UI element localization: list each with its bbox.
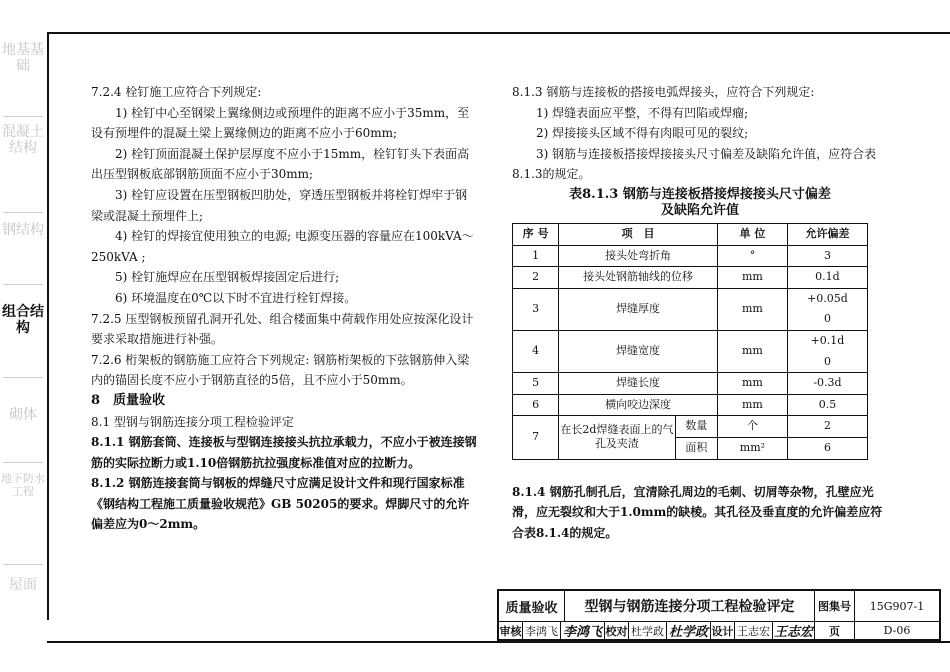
table-cell: 焊缝厚度 (559, 288, 718, 330)
table-cell: mm (717, 288, 787, 330)
clause-7-2-6: 7.2.6 桁架板的钢筋施工应符合下列规定: 钢筋桁架板的下弦钢筋伸入梁内的锚固长度不应小于钢筋直径的5倍，且不应小于50mm。 (91, 352, 470, 388)
table-cell: mm (717, 330, 787, 372)
clause-item: 3) 钢筋与连接板搭接焊接接头尺寸偏差及缺陷允许值，应符合表8.1.3的规定。 (512, 146, 877, 182)
clause-item: 4) 栓钉的焊接宜使用独立的电源; 电源变压器的容量应在100kVA～250kVA ; (91, 229, 474, 264)
atlas-label: 图集号 (815, 591, 855, 621)
table-cell: 数量 (675, 416, 717, 438)
table-cell: 3 (513, 288, 559, 330)
chapter-heading: 8 质量验收 (91, 392, 166, 408)
sidebar-item-waterproofing[interactable]: 地下防水工程 (1, 472, 45, 498)
table-row (513, 373, 868, 395)
table-row (513, 394, 868, 416)
clause-7-2-5: 7.2.5 压型钢板预留孔洞开孔处、组合楼面集中荷载作用处应按深化设计要求采取措施进行补强。 (91, 311, 474, 347)
table-cell: 3 (787, 245, 867, 267)
sidebar-divider (3, 212, 43, 213)
right-column (512, 82, 888, 543)
frame-border-bottom (47, 641, 950, 643)
table-row (513, 245, 868, 267)
table-cell: +0.1d (787, 330, 867, 351)
table-caption (512, 187, 888, 219)
sidebar-item-steel[interactable]: 钢结构 (2, 222, 44, 238)
sidebar-item-concrete[interactable]: 混凝土结构 (2, 124, 44, 156)
tolerance-table (512, 223, 868, 460)
drawing-title: 型钢与钢筋连接分项工程检验评定 (565, 591, 815, 621)
sidebar-item-masonry[interactable]: 砌体 (9, 407, 37, 423)
clause-8-1-2: 8.1.2 钢筋连接套筒与钢板的焊缝尺寸应满足设计文件和现行国家标准《钢结构工程施工质量验收规范》GB 50205的要求。焊脚尺寸的允许偏差应为0～2mm。 (91, 476, 470, 532)
title-block (497, 589, 941, 641)
table-cell: 焊缝宽度 (559, 330, 718, 372)
sidebar (0, 32, 46, 612)
table-cell: 面积 (675, 437, 717, 459)
header-cell: 单 位 (717, 223, 787, 245)
table-cell: 0.1d (787, 267, 867, 289)
table-cell: mm (717, 267, 787, 289)
table-cell: mm (717, 394, 787, 416)
designer-name: 王志宏 (735, 621, 773, 640)
table-cell: +0.05d (787, 288, 867, 309)
clause-item: 2) 焊接接头区域不得有肉眼可见的裂纹; (536, 126, 749, 141)
page-number: D-06 (883, 624, 911, 637)
header-cell: 允许偏差 (787, 223, 867, 245)
table-header-row (513, 223, 868, 245)
clause-item: 6) 环境温度在0℃以下时不宜进行栓钉焊接。 (115, 290, 357, 305)
clause-item: 5) 栓钉施焊应在压型钢板焊接固定后进行; (115, 270, 340, 285)
sidebar-item-roof[interactable]: 屋面 (9, 577, 37, 593)
table-cell: mm² (717, 437, 787, 459)
table-cell: 6 (513, 394, 559, 416)
clause-item: 2) 栓钉顶面混凝土保护层厚度不应小于15mm，栓钉钉头下表面高出压型钢板底部钢筋顶面不应小于30mm; (91, 146, 470, 182)
clause-7-2-4: 7.2.4 栓钉施工应符合下列规定: (91, 85, 262, 99)
atlas-number: 15G907-1 (869, 599, 925, 613)
header-cell: 序 号 (513, 223, 559, 245)
section-heading: 8.1 型钢与钢筋连接分项工程检验评定 (91, 414, 294, 429)
table-row (513, 416, 868, 438)
sidebar-item-foundation[interactable]: 地基基础 (2, 42, 44, 74)
table-cell: 5 (513, 373, 559, 395)
page-label: 页 (815, 621, 855, 640)
table-cell: 0 (787, 309, 867, 330)
table-cell: 0 (787, 352, 867, 373)
clause-item: 1) 栓钉中心至钢梁上翼缘侧边或预埋件的距离不应小于35mm，至设有预埋件的混凝土梁上翼缘侧边的距离不应小于60mm; (91, 105, 470, 141)
check-label: 校对 (605, 621, 629, 640)
table-cell: 2 (513, 267, 559, 289)
table-cell: 接头处弯折角 (559, 245, 718, 267)
sidebar-item-composite[interactable]: 组合结构 (2, 304, 44, 336)
table-cell: 1 (513, 245, 559, 267)
title-block-row-signatures (499, 621, 939, 640)
table-title-line: 及缺陷允许值 (660, 202, 739, 218)
table-cell: 接头处钢筋轴线的位移 (559, 267, 718, 289)
sidebar-divider (3, 377, 43, 378)
clause-8-1-3: 8.1.3 钢筋与连接板的搭接电弧焊接头，应符合下列规定: (512, 85, 815, 99)
header-cell: 项 目 (559, 223, 718, 245)
table-cell: 6 (787, 437, 867, 459)
table-cell: mm (717, 373, 787, 395)
frame-border-left (47, 32, 49, 620)
sidebar-divider (3, 462, 43, 463)
clause-item: 1) 焊缝表面应平整，不得有凹陷或焊瘤; (536, 105, 749, 120)
checker-name: 杜学政 (629, 621, 667, 640)
table-cell: -0.3d (787, 373, 867, 395)
sidebar-divider (3, 564, 43, 565)
table-title-line: 表8.1.3 钢筋与连接板搭接焊接接头尺寸偏差 (569, 186, 831, 202)
table-cell: 7 (513, 416, 559, 459)
category-cell: 质量验收 (499, 591, 565, 621)
table-row (513, 267, 868, 289)
frame-border-top (47, 32, 950, 34)
table-cell: 焊缝长度 (559, 373, 718, 395)
sidebar-divider (3, 116, 43, 117)
review-label: 审核 (499, 621, 523, 640)
designer-signature: 王志宏 (773, 621, 815, 640)
checker-signature: 杜学政 (667, 621, 711, 640)
clause-8-1-4: 8.1.4 钢筋孔制孔后，宜清除孔周边的毛刺、切屑等杂物，孔壁应光滑，应无裂纹和大于1.0mm的缺棱。其孔径及垂直度的允许偏差应符合表8.1.4的规定。 (512, 484, 883, 540)
left-column (91, 82, 477, 535)
table-cell: 2 (787, 416, 867, 438)
table-cell: ° (717, 245, 787, 267)
reviewer-name: 李鸿飞 (523, 621, 561, 640)
clause-item: 3) 栓钉应设置在压型钢板凹肋处，穿透压型钢板并将栓钉焊牢于钢梁或混凝土预埋件上; (91, 187, 468, 223)
table-row (513, 288, 868, 309)
table-cell: 在长2d焊缝表面上的气孔及夹渣 (559, 416, 676, 459)
table-row (513, 330, 868, 351)
table-cell: 横向咬边深度 (559, 394, 718, 416)
clause-8-1-1: 8.1.1 钢筋套筒、连接板与型钢连接接头抗拉承载力，不应小于被连接钢筋的实际拉断力或1.10倍钢筋抗拉强度标准值对应的拉断力。 (91, 435, 477, 470)
title-block-row-main (499, 591, 939, 622)
design-label: 设计 (711, 621, 735, 640)
table-cell: 4 (513, 330, 559, 372)
reviewer-signature: 李鸿飞 (561, 621, 605, 640)
table-cell: 个 (717, 416, 787, 438)
table-cell: 0.5 (787, 394, 867, 416)
sidebar-divider (3, 284, 43, 285)
